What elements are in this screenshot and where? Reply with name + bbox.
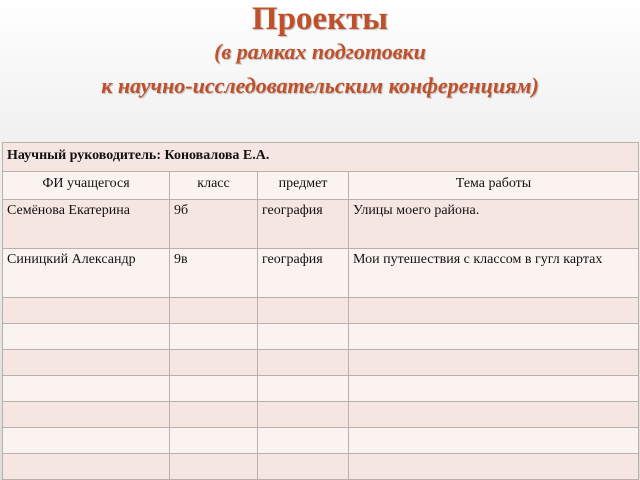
empty-cell bbox=[3, 454, 170, 480]
empty-cell bbox=[258, 402, 349, 428]
empty-cell bbox=[349, 428, 639, 454]
empty-cell bbox=[349, 350, 639, 376]
empty-cell bbox=[349, 402, 639, 428]
table-row-empty bbox=[3, 324, 639, 350]
empty-cell bbox=[170, 298, 258, 324]
empty-cell bbox=[170, 428, 258, 454]
empty-cell bbox=[170, 350, 258, 376]
empty-cell bbox=[258, 454, 349, 480]
empty-cell bbox=[258, 324, 349, 350]
empty-cell bbox=[3, 428, 170, 454]
empty-cell bbox=[258, 350, 349, 376]
empty-cell bbox=[170, 454, 258, 480]
table-row-empty bbox=[3, 350, 639, 376]
empty-cell bbox=[349, 298, 639, 324]
empty-cell bbox=[3, 402, 170, 428]
cell-class: 9б bbox=[170, 200, 258, 249]
empty-cell bbox=[258, 298, 349, 324]
column-header-subject: предмет bbox=[258, 172, 349, 200]
empty-cell bbox=[3, 298, 170, 324]
page-title: Проекты bbox=[251, 1, 389, 37]
table-row-empty bbox=[3, 298, 639, 324]
scientific-supervisor: Научный руководитель: Коновалова Е.А. bbox=[3, 143, 639, 172]
cell-topic: Мои путешествия с классом в гугл картах bbox=[349, 249, 639, 298]
cell-student: Семёнова Екатерина bbox=[3, 200, 170, 249]
empty-cell bbox=[349, 454, 639, 480]
empty-cell bbox=[170, 324, 258, 350]
empty-cell bbox=[170, 376, 258, 402]
column-header-class: класс bbox=[170, 172, 258, 200]
table-row-empty bbox=[3, 454, 639, 480]
empty-cell bbox=[3, 324, 170, 350]
column-header-topic: Тема работы bbox=[349, 172, 639, 200]
table-row-empty bbox=[3, 402, 639, 428]
slide-title-block bbox=[0, 0, 640, 135]
empty-cell bbox=[3, 376, 170, 402]
table-leader-row bbox=[3, 143, 639, 172]
cell-student: Синицкий Александр bbox=[3, 249, 170, 298]
table-row-empty bbox=[3, 428, 639, 454]
column-header-student: ФИ учащегося bbox=[3, 172, 170, 200]
cell-topic: Улицы моего района. bbox=[349, 200, 639, 249]
cell-subject: география bbox=[258, 200, 349, 249]
page-subtitle-line-2: к научно-исследовательским конференциям) bbox=[101, 73, 539, 98]
page-subtitle-line-1: (в рамках подготовки bbox=[214, 39, 426, 64]
empty-cell bbox=[349, 376, 639, 402]
cell-class: 9в bbox=[170, 249, 258, 298]
table-row bbox=[3, 200, 639, 249]
table-header-row bbox=[3, 172, 639, 200]
empty-cell bbox=[258, 428, 349, 454]
cell-subject: география bbox=[258, 249, 349, 298]
projects-table bbox=[2, 142, 639, 480]
empty-cell bbox=[349, 324, 639, 350]
table-row bbox=[3, 249, 639, 298]
empty-cell bbox=[3, 350, 170, 376]
table-row-empty bbox=[3, 376, 639, 402]
empty-cell bbox=[258, 376, 349, 402]
empty-cell bbox=[170, 402, 258, 428]
